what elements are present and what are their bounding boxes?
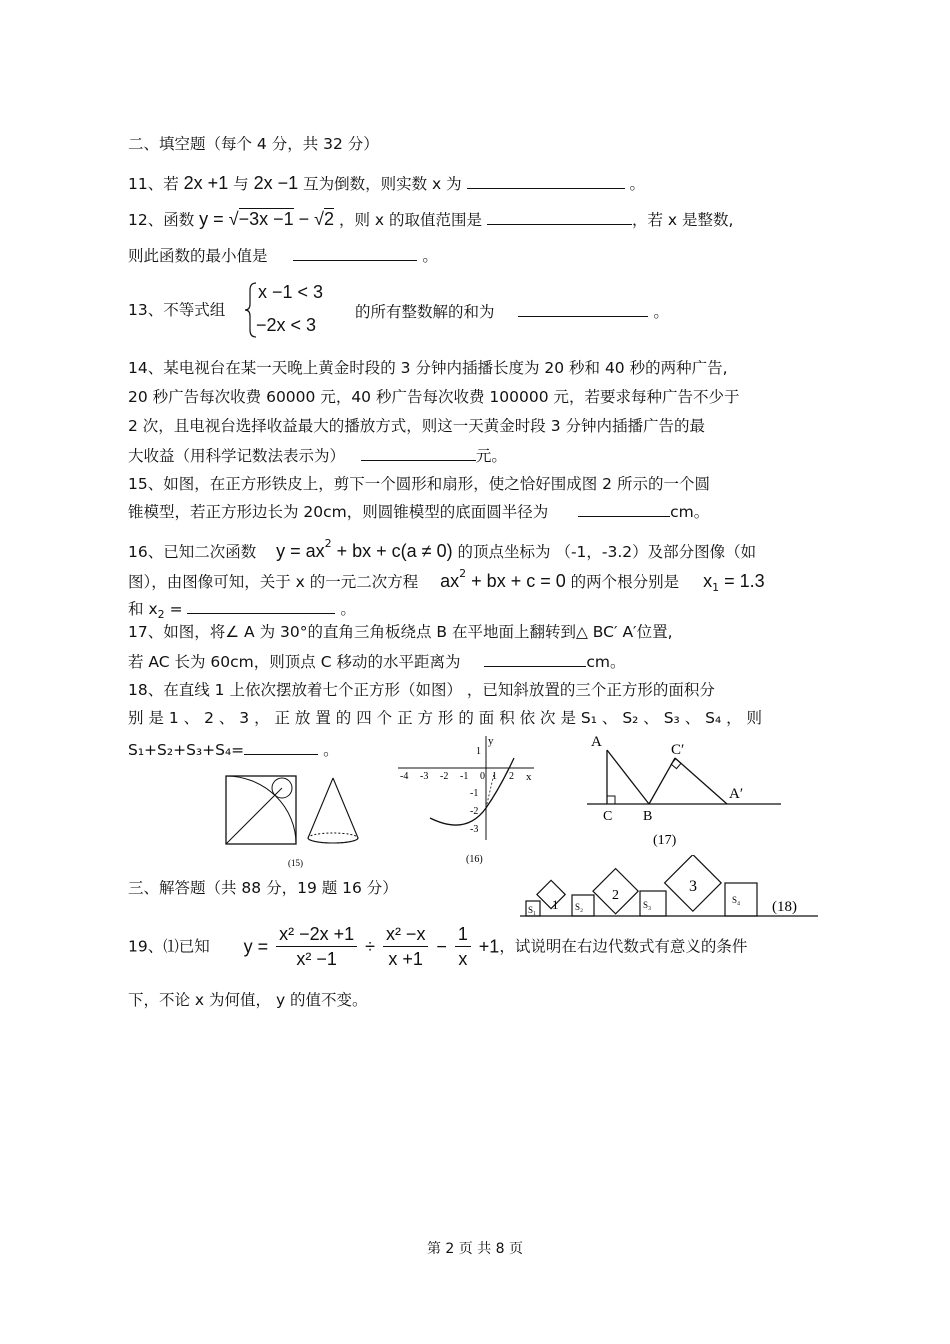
q19-fraction-1 [276, 922, 357, 971]
q19-text-b: ，试说明在右边代数式有意义的条件 [499, 937, 748, 956]
q12-radicand-2: 2 [324, 209, 335, 229]
q11-answer-blank[interactable] [467, 172, 625, 189]
q18-answer-blank[interactable] [244, 738, 318, 755]
q17-line-2-text: 若 AC 长为 60cm，则顶点 C 移动的水平距离为 [128, 653, 461, 671]
q14-line-1: 14、某电视台在某一天晚上黄金时段的 3 分钟内插播长度为 20 秒和 40 秒的两种广告, [128, 359, 728, 377]
question-19 [128, 922, 747, 971]
q13-text-a: 13、不等式组 [128, 301, 226, 319]
q13-end: 。 [653, 303, 669, 321]
figure-18-2: 2 [612, 888, 619, 903]
q16-answer-blank[interactable] [187, 597, 335, 614]
question-13 [128, 300, 225, 320]
q17-answer-blank[interactable] [484, 650, 586, 667]
q13-ineq-1: x −1 < 3 [258, 282, 324, 302]
q16-eq-rest: + bx + c = 0 [466, 571, 566, 591]
figure-18-s1: S₁ [528, 905, 537, 915]
figure-18 [520, 855, 820, 920]
q15-line-2-text: 锥模型，若正方形边长为 20cm，则圆锥模型的底面圆半径为 [128, 503, 549, 521]
q11-text-c: 互为倒数，则实数 x 为 [303, 175, 462, 193]
q12-text-a: 12、函数 [128, 211, 195, 229]
q11-expr-2: 2x −1 [253, 173, 299, 193]
figure-16-x-label: x [526, 771, 532, 783]
q19-num-2: x² −x [383, 922, 429, 947]
question-12 [128, 208, 733, 230]
figure-18-s3: S₃ [643, 900, 652, 910]
q19-den-1: x² −1 [296, 949, 337, 969]
figure-16-xtick: -1 [460, 771, 469, 782]
figure-15 [222, 770, 360, 870]
q19-num-1: x² −2x +1 [276, 922, 357, 947]
figure-17-Cprime: C′ [671, 742, 685, 758]
figure-16-ytick: 1 [476, 746, 481, 757]
q13-answer-blank[interactable] [518, 300, 648, 317]
q14-line-3: 2 次，且电视台选择收益最大的播放方式，则这一天黄金时段 3 分钟内插播广告的最 [128, 417, 706, 435]
q12-sqrt-2: √2 [314, 209, 335, 229]
q16-x1: x [703, 571, 713, 591]
figure-17-Aprime: A′ [729, 786, 744, 802]
q16-line-2: 图），由图像可知，关于 x 的一元二次方程 $ax^2$ + bx + c = 0 的两个根分别是 $x_1 = 1.3$ [128, 567, 765, 594]
figure-18-3: 3 [689, 878, 697, 895]
q13-text-b: 的所有整数解的和为 [355, 303, 495, 321]
q11-expr-1: 2x +1 [183, 173, 229, 193]
page-footer: 第 2 页 共 8 页 [426, 1241, 524, 1257]
figure-17-B: B [643, 809, 653, 824]
q16-text-e: 和 [128, 600, 144, 618]
figure-16-xtick: 2 [509, 771, 514, 782]
q18-line-3-text: S₁+S₂+S₃+S₄= [128, 741, 245, 759]
figure-16-y-label: y [488, 735, 494, 747]
q19-num-3: 1 [455, 922, 471, 947]
figure-16-xtick: -2 [440, 771, 449, 782]
figure-16-xtick: 1 [492, 771, 497, 782]
figure-17-C: C [603, 809, 613, 824]
q16-func-y: y = ax [276, 541, 325, 561]
figure-16-ytick: -3 [470, 824, 479, 835]
q15-line-1: 15、如图，在正方形铁皮上，剪下一个圆形和扇形，使之恰好围成图 2 所示的一个圆 [128, 475, 710, 493]
q12-sqrt-1: √−3x −1 [228, 209, 294, 229]
q19-y: y = [243, 936, 274, 957]
q12-text-c: ，若 x 是整数, [631, 211, 734, 229]
q12-answer-blank-1[interactable] [487, 208, 632, 225]
figure-17 [585, 732, 785, 850]
q18-line-3 [128, 738, 339, 760]
figure-18-s4: S₄ [732, 895, 741, 905]
q11-end: 。 [629, 175, 646, 193]
q16-text-c: 图），由图像可知，关于 x 的一元二次方程 [128, 573, 419, 591]
figure-16-xtick: 0 [480, 771, 485, 782]
figure-18-1: 1 [552, 897, 559, 912]
q14-line-4-text: 大收益（用科学记数法表示为） [128, 447, 346, 465]
q15-line-2 [128, 500, 709, 522]
q14-line-2: 20 秒广告每次收费 60000 元，40 秒广告每次收费 100000 元，若要求每种广告不少于 [128, 388, 740, 406]
q13-ineq-2: −2x < 3 [256, 315, 317, 335]
q11-text-b: 与 [233, 175, 249, 193]
q12-text-b: ，则 x 的取值范围是 [338, 211, 483, 229]
q12-radicand-1: −3x −1 [238, 209, 294, 229]
question-12-line-2 [128, 244, 438, 266]
q16-x2: x [148, 600, 158, 618]
q19-plus-one: +1 [478, 936, 500, 957]
figure-18-label: (18) [772, 899, 797, 915]
q18-line-2: 别 是 1 、 2 、 3 ， 正 放 置 的 四 个 正 方 形 的 面 积 依 次 是 S₁ 、 S₂ 、 S₃ 、 S₄ ， 则 [128, 709, 763, 727]
q14-line-4 [128, 444, 507, 466]
q17-end: cm。 [586, 653, 626, 671]
q15-end: cm。 [670, 503, 710, 521]
figure-16 [390, 732, 540, 870]
figure-16-ytick: -1 [470, 788, 479, 799]
q19-fraction-3 [455, 922, 471, 971]
q16-x1-value: = 1.3 [719, 571, 765, 591]
q14-answer-blank[interactable] [361, 444, 476, 461]
question-13-tail [355, 300, 669, 322]
q19-minus: − [436, 936, 447, 957]
q12-end: 。 [422, 247, 438, 265]
figure-17-label: (17) [653, 833, 677, 848]
q16-line-1: 16、已知二次函数 $y = ax^2$ + bx + c(a ≠ 0) 的顶点坐标为 （-1，-3.2）及部分图像（如 [128, 537, 757, 561]
figure-15-label: (15) [288, 858, 303, 868]
q16-text-d: 的两个根分别是 [570, 573, 680, 591]
q12-answer-blank-2[interactable] [293, 244, 417, 261]
q19-line-2: 下，不论 x 为何值， y 的值不变。 [128, 991, 368, 1009]
figure-16-xtick: -3 [420, 771, 429, 782]
q15-answer-blank[interactable] [578, 500, 670, 517]
q12-expr-y: y = [199, 209, 229, 229]
q16-end: 。 [340, 600, 356, 618]
question-11 [128, 172, 645, 194]
q17-line-1: 17、如图，将∠ A 为 30°的直角三角板绕点 B 在平地面上翻转到△ BC′ A′位置, [128, 623, 673, 641]
q16-text-a: 16、已知二次函数 [128, 543, 257, 561]
q19-fraction-2 [383, 922, 429, 971]
q16-text-b: 的顶点坐标为 （-1，-3.2）及部分图像（如 [457, 543, 757, 561]
q12-line2: 则此函数的最小值是 [128, 247, 268, 265]
q16-line-3: 和 $x_2$ = 。 [128, 597, 356, 625]
figure-17-A: A [591, 734, 602, 750]
q11-text-a: 11、若 [128, 175, 179, 193]
q12-minus: − [293, 209, 315, 229]
q14-end: 元。 [475, 447, 507, 465]
q19-den-3: x [458, 949, 468, 969]
q19-divide: ÷ [365, 936, 375, 957]
figure-16-label: (16) [466, 854, 483, 865]
figure-16-ytick: -2 [470, 806, 479, 817]
q18-end: 。 [323, 741, 339, 759]
section-2-heading: 二、填空题（每个 4 分，共 32 分） [128, 135, 379, 153]
q17-line-2 [128, 650, 625, 672]
q16-eq-ax: ax [440, 571, 460, 591]
figure-16-xtick: -4 [400, 771, 409, 782]
q16-func-rest: + bx + c(a ≠ 0) [331, 541, 453, 561]
figure-18-s2: S₂ [575, 902, 584, 912]
q19-text-a: 19、⑴已知 [128, 937, 210, 956]
q13-inequality-system [244, 280, 344, 340]
q18-line-1: 18、在直线 1 上依次摆放着七个正方形（如图） ，已知斜放置的三个正方形的面积分 [128, 681, 715, 699]
section-3-heading: 三、解答题（共 88 分，19 题 16 分） [128, 879, 398, 897]
q19-den-2: x +1 [388, 949, 423, 969]
